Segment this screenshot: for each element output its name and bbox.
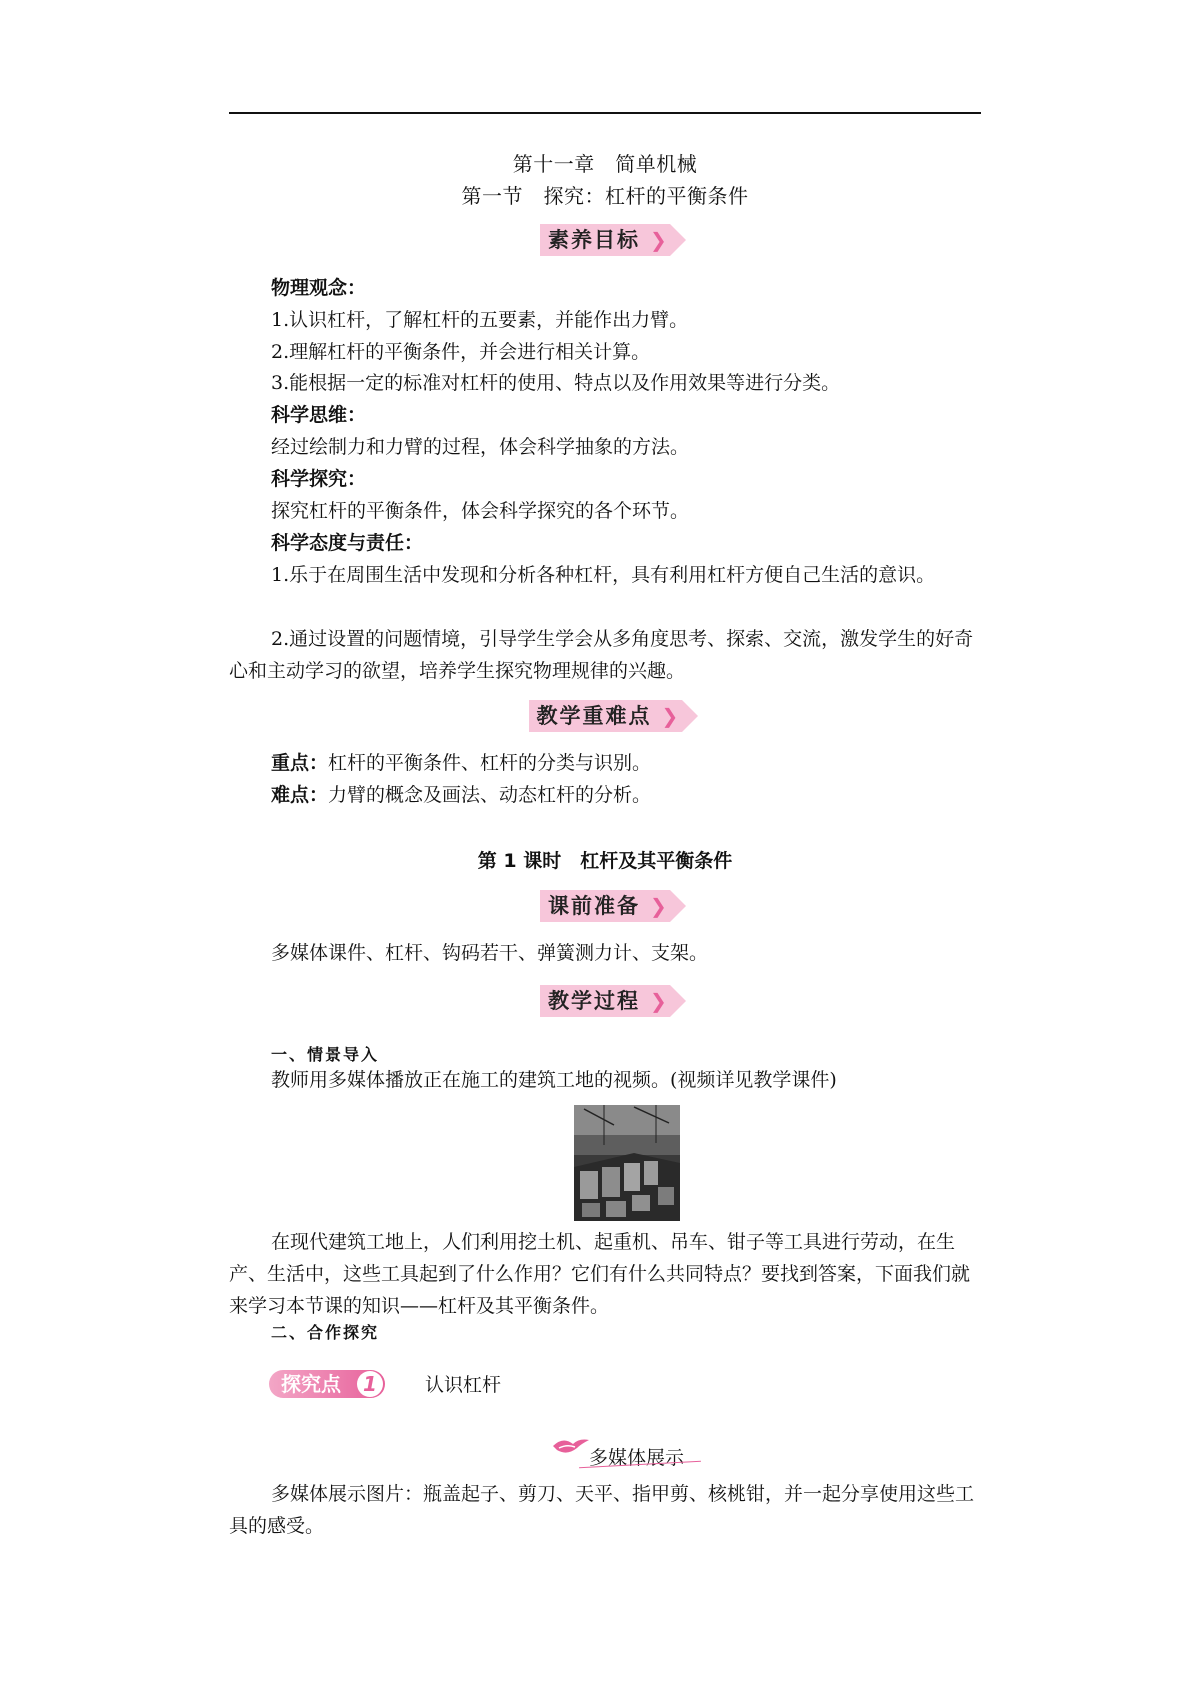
badge-key-points: 教学重难点 ❯ xyxy=(529,700,682,732)
intro-text: 教师用多媒体播放正在施工的建筑工地的视频。(视频详见教学课件) xyxy=(271,1069,837,1091)
badge-goals: 素养目标 ❯ xyxy=(540,224,670,256)
explore-point-badge xyxy=(269,1370,385,1398)
badge-key-points-wrap xyxy=(229,700,981,732)
badge-preparation: 课前准备 ❯ xyxy=(540,890,670,922)
chevron-icon: ❯ xyxy=(650,228,669,252)
explore-point-title: 认识杠杆 xyxy=(425,1374,502,1396)
scientific-thinking-label: 科学思维： xyxy=(271,404,367,426)
lesson-title: 第 1 课时 杠杆及其平衡条件 xyxy=(477,850,733,872)
attitude-label: 科学态度与责任： xyxy=(271,532,424,554)
bird-icon xyxy=(551,1432,591,1458)
chapter-title: 第十一章 简单机械 xyxy=(512,152,698,176)
intro-heading: 一、情景导入 xyxy=(271,1045,380,1064)
media-text: 多媒体展示图片：瓶盖起子、剪刀、天平、指甲剪、核桃钳，并一起分享使用这些工具的感受。 xyxy=(229,1483,975,1537)
badge-process: 教学过程 ❯ xyxy=(540,985,670,1017)
physics-concept-item-3: 3.能根据一定的标准对杠杆的使用、特点以及作用效果等进行分类。 xyxy=(271,372,841,394)
attitude-item-2: 2.通过设置的问题情境，引导学生学会从多角度思考、探索、交流，激发学生的好奇心和主动学习的欲望，培养学生探究物理规律的兴趣。 xyxy=(229,628,974,682)
coop-heading: 二、合作探究 xyxy=(271,1323,380,1342)
physics-concept-item-1: 1.认识杠杆，了解杠杆的五要素，并能作出力臂。 xyxy=(271,309,689,331)
attitude-item-1: 1.乐于在周围生活中发现和分析各种杠杆，具有利用杠杆方便自己生活的意识。 xyxy=(271,564,936,586)
preparation-text: 多媒体课件、杠杆、钩码若干、弹簧测力计、支架。 xyxy=(271,942,709,964)
chevron-icon: ❯ xyxy=(650,894,669,918)
intro-followup: 在现代建筑工地上，人们利用挖土机、起重机、吊车、钳子等工具进行劳动，在生产、生活中，这些工具起到了什么作用？它们有什么共同特点？要找到答案，下面我们就来学习本节课的知识——杠杆及其平衡条件。 xyxy=(229,1231,971,1317)
scientific-inquiry-text: 探究杠杆的平衡条件，体会科学探究的各个环节。 xyxy=(271,500,690,522)
explore-point-label: 探究点 xyxy=(281,1372,341,1396)
badge-preparation-wrap xyxy=(229,890,981,922)
document-page xyxy=(229,0,981,1697)
top-rule xyxy=(229,112,981,114)
physics-concept-item-2: 2.理解杠杆的平衡条件，并会进行相关计算。 xyxy=(271,341,651,363)
difficulty-text: 力臂的概念及画法、动态杠杆的分析。 xyxy=(328,784,652,806)
badge-goals-wrap xyxy=(229,224,981,256)
section-title: 第一节 探究：杠杆的平衡条件 xyxy=(461,184,749,208)
chevron-icon: ❯ xyxy=(661,704,681,728)
explore-point-number: 1 xyxy=(357,1371,383,1397)
focus-label: 重点： xyxy=(271,752,329,774)
scientific-inquiry-label: 科学探究： xyxy=(271,468,367,490)
difficulty-label: 难点： xyxy=(271,784,329,806)
badge-process-wrap xyxy=(229,985,981,1017)
physics-concept-label: 物理观念： xyxy=(271,277,367,299)
construction-site-photo xyxy=(574,1105,680,1221)
focus-line xyxy=(229,747,981,779)
chevron-icon: ❯ xyxy=(650,989,669,1013)
media-title: 多媒体展示 xyxy=(589,1447,685,1469)
focus-text: 杠杆的平衡条件、杠杆的分类与识别。 xyxy=(328,752,652,774)
difficulty-line xyxy=(229,779,981,811)
scientific-thinking-text: 经过绘制力和力臂的过程，体会科学抽象的方法。 xyxy=(271,436,690,458)
